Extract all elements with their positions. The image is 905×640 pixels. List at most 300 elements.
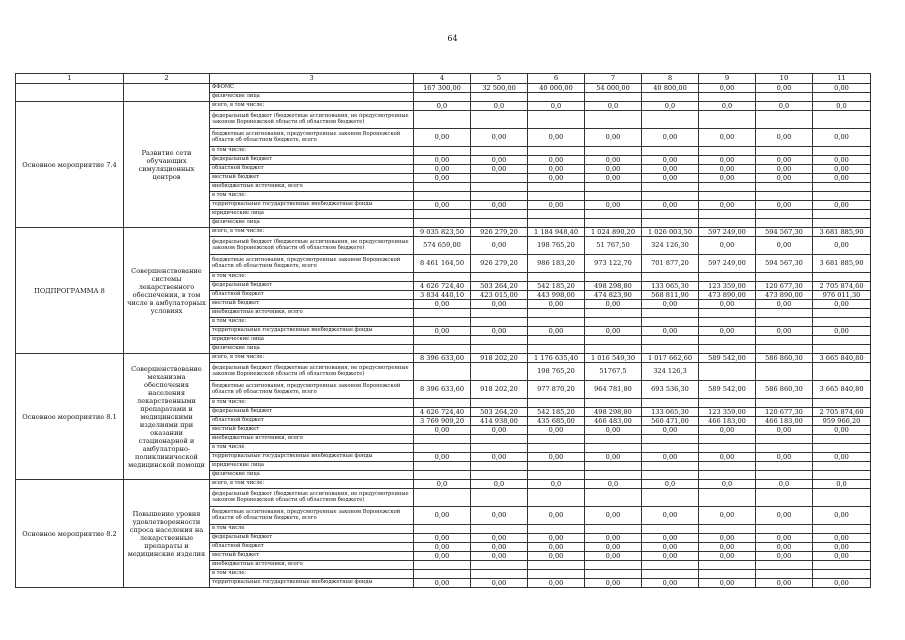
- value-cell: 542 185,20: [528, 408, 585, 417]
- value-cell: [642, 273, 699, 282]
- funding-source-label: юридические лица: [210, 210, 414, 219]
- value-cell: [414, 462, 471, 471]
- value-cell: 0,00: [414, 201, 471, 210]
- value-cell: [699, 525, 756, 534]
- value-cell: [585, 309, 642, 318]
- value-cell: 32 500,00: [471, 84, 528, 93]
- value-cell: [699, 210, 756, 219]
- value-cell: [756, 444, 813, 453]
- value-cell: 926 279,20: [471, 255, 528, 273]
- value-cell: [699, 444, 756, 453]
- value-cell: 1 184 948,40: [528, 228, 585, 237]
- value-cell: 167 300,00: [414, 84, 471, 93]
- value-cell: 9 035 823,50: [414, 228, 471, 237]
- value-cell: 0,0: [699, 102, 756, 111]
- value-cell: [528, 345, 585, 354]
- value-cell: [471, 471, 528, 480]
- value-cell: [528, 210, 585, 219]
- value-cell: 0,0: [756, 102, 813, 111]
- value-cell: 568 811,90: [642, 291, 699, 300]
- value-cell: 0,0: [756, 480, 813, 489]
- value-cell: 0,00: [699, 156, 756, 165]
- value-cell: [585, 444, 642, 453]
- row-group-name: [16, 84, 124, 102]
- value-cell: [699, 462, 756, 471]
- value-cell: 0,00: [528, 300, 585, 309]
- value-cell: 0,00: [813, 300, 871, 309]
- row-group-name: Основное мероприятие 7.4: [16, 102, 124, 228]
- value-cell: [414, 93, 471, 102]
- value-cell: [528, 525, 585, 534]
- value-cell: 198 765,20: [528, 363, 585, 381]
- value-cell: [813, 462, 871, 471]
- value-cell: [528, 336, 585, 345]
- value-cell: 0,00: [471, 300, 528, 309]
- value-cell: 0,00: [756, 300, 813, 309]
- funding-source-label: в том числе:: [210, 192, 414, 201]
- value-cell: [528, 219, 585, 228]
- value-cell: 8 396 633,60: [414, 381, 471, 399]
- value-cell: [585, 471, 642, 480]
- value-cell: 597 249,00: [699, 255, 756, 273]
- row-group-title: Развитие сети обучающих симуляционных центров: [124, 102, 210, 228]
- value-cell: 0,00: [414, 156, 471, 165]
- value-cell: [642, 462, 699, 471]
- value-cell: 0,00: [414, 129, 471, 147]
- value-cell: [642, 561, 699, 570]
- value-cell: 0,00: [414, 174, 471, 183]
- value-cell: 0,00: [471, 579, 528, 588]
- value-cell: [528, 183, 585, 192]
- row-group-title: [124, 84, 210, 102]
- funding-source-label: бюджетные ассигнования, предусмотренные законом Воронежской области об областном бюджете, всего: [210, 381, 414, 399]
- value-cell: [699, 336, 756, 345]
- value-cell: 0,00: [699, 507, 756, 525]
- value-cell: 0,00: [756, 156, 813, 165]
- value-cell: [756, 471, 813, 480]
- funding-source-label: местный бюджет: [210, 174, 414, 183]
- value-cell: [699, 192, 756, 201]
- value-cell: [756, 309, 813, 318]
- funding-source-label: внебюджетные источники, всего: [210, 561, 414, 570]
- value-cell: 198 765,20: [528, 237, 585, 255]
- table-row: [16, 354, 871, 363]
- value-cell: [471, 435, 528, 444]
- value-cell: 0,00: [642, 579, 699, 588]
- column-header: 3: [210, 74, 414, 84]
- column-header: 7: [585, 74, 642, 84]
- value-cell: [471, 210, 528, 219]
- column-header: 6: [528, 74, 585, 84]
- value-cell: 0,00: [813, 174, 871, 183]
- value-cell: [528, 309, 585, 318]
- value-cell: [813, 363, 871, 381]
- value-cell: 0,00: [471, 129, 528, 147]
- value-cell: [585, 435, 642, 444]
- value-cell: [414, 111, 471, 129]
- value-cell: 435 685,00: [528, 417, 585, 426]
- value-cell: 0,00: [528, 543, 585, 552]
- value-cell: 0,0: [528, 480, 585, 489]
- value-cell: 0,00: [528, 174, 585, 183]
- value-cell: 0,0: [585, 102, 642, 111]
- funding-source-label: физические лица: [210, 345, 414, 354]
- value-cell: 0,00: [699, 300, 756, 309]
- value-cell: 0,00: [414, 300, 471, 309]
- value-cell: 40 000,00: [528, 84, 585, 93]
- value-cell: [699, 93, 756, 102]
- funding-source-label: областной бюджет: [210, 291, 414, 300]
- value-cell: [642, 399, 699, 408]
- value-cell: [756, 111, 813, 129]
- value-cell: 1 017 662,60: [642, 354, 699, 363]
- value-cell: [813, 147, 871, 156]
- value-cell: 0,00: [414, 579, 471, 588]
- value-cell: [528, 273, 585, 282]
- value-cell: 0,00: [756, 201, 813, 210]
- column-header: 9: [699, 74, 756, 84]
- value-cell: [642, 471, 699, 480]
- value-cell: 0,00: [471, 543, 528, 552]
- value-cell: 0,0: [414, 102, 471, 111]
- funding-source-label: областной бюджет: [210, 165, 414, 174]
- value-cell: [699, 111, 756, 129]
- value-cell: 973 122,70: [585, 255, 642, 273]
- value-cell: [528, 462, 585, 471]
- value-cell: 0,00: [528, 156, 585, 165]
- value-cell: 560 471,00: [642, 417, 699, 426]
- value-cell: 0,00: [414, 426, 471, 435]
- value-cell: [756, 462, 813, 471]
- value-cell: [642, 147, 699, 156]
- value-cell: 0,00: [813, 129, 871, 147]
- value-cell: 0,00: [642, 552, 699, 561]
- value-cell: [699, 471, 756, 480]
- funding-source-label: территориальные государственные внебюджетные фонды: [210, 327, 414, 336]
- value-cell: 0,00: [528, 552, 585, 561]
- column-header: 1: [16, 74, 124, 84]
- value-cell: [528, 147, 585, 156]
- value-cell: [699, 309, 756, 318]
- value-cell: 0,00: [471, 453, 528, 462]
- value-cell: 0,00: [528, 201, 585, 210]
- value-cell: 0,00: [756, 174, 813, 183]
- value-cell: [756, 399, 813, 408]
- funding-source-label: физические лица: [210, 471, 414, 480]
- value-cell: 589 542,00: [699, 354, 756, 363]
- value-cell: [585, 318, 642, 327]
- value-cell: 0,00: [699, 534, 756, 543]
- value-cell: [642, 570, 699, 579]
- value-cell: [585, 273, 642, 282]
- value-cell: 0,00: [699, 165, 756, 174]
- value-cell: [756, 318, 813, 327]
- value-cell: [642, 183, 699, 192]
- value-cell: 0,00: [471, 552, 528, 561]
- value-cell: 1 026 003,50: [642, 228, 699, 237]
- value-cell: [471, 192, 528, 201]
- value-cell: 8 461 164,50: [414, 255, 471, 273]
- value-cell: [756, 363, 813, 381]
- value-cell: 0,00: [756, 237, 813, 255]
- value-cell: [756, 219, 813, 228]
- value-cell: 0,00: [813, 453, 871, 462]
- value-cell: 594 567,30: [756, 228, 813, 237]
- value-cell: 0,00: [585, 426, 642, 435]
- value-cell: 0,00: [642, 165, 699, 174]
- value-cell: [756, 435, 813, 444]
- value-cell: [642, 210, 699, 219]
- value-cell: 473 890,00: [756, 291, 813, 300]
- value-cell: 0,00: [528, 129, 585, 147]
- value-cell: [528, 561, 585, 570]
- value-cell: 4 626 724,40: [414, 408, 471, 417]
- row-group-title: Повышение уровня удовлетворенности спроса населения на лекарственные препараты и медицинские изделия: [124, 480, 210, 588]
- value-cell: 0,00: [642, 327, 699, 336]
- value-cell: [471, 399, 528, 408]
- funding-source-label: бюджетные ассигнования, предусмотренные законом Воронежской области об областном бюджете, всего: [210, 255, 414, 273]
- value-cell: [471, 336, 528, 345]
- value-cell: [414, 471, 471, 480]
- value-cell: 0,00: [414, 543, 471, 552]
- value-cell: 133 065,30: [642, 282, 699, 291]
- column-header: 11: [813, 74, 871, 84]
- value-cell: 0,00: [756, 129, 813, 147]
- row-group-title: Совершенствование механизма обеспечения населения лекарственными препаратами и медицинскими изделиями при оказании стационарной и амбулаторно-поликлинической медицинской помощи: [124, 354, 210, 480]
- funding-source-label: в том числе:: [210, 273, 414, 282]
- value-cell: [642, 435, 699, 444]
- value-cell: [756, 210, 813, 219]
- value-cell: [813, 111, 871, 129]
- funding-source-label: федеральный бюджет (бюджетные ассигнования, не предусмотренные законом Воронежской области об областном бюджете): [210, 237, 414, 255]
- value-cell: 0,00: [414, 165, 471, 174]
- value-cell: 0,00: [813, 165, 871, 174]
- value-cell: 0,00: [813, 201, 871, 210]
- value-cell: 1 176 635,40: [528, 354, 585, 363]
- table-row: [16, 102, 871, 111]
- value-cell: [642, 111, 699, 129]
- value-cell: 4 626 724,40: [414, 282, 471, 291]
- value-cell: [756, 525, 813, 534]
- value-cell: 0,00: [756, 165, 813, 174]
- value-cell: 0,00: [813, 552, 871, 561]
- value-cell: [813, 561, 871, 570]
- value-cell: 0,00: [471, 327, 528, 336]
- value-cell: 0,00: [642, 156, 699, 165]
- value-cell: [414, 570, 471, 579]
- funding-source-label: территориальные государственные внебюджетные фонды: [210, 579, 414, 588]
- value-cell: 0,00: [585, 534, 642, 543]
- value-cell: 0,00: [699, 237, 756, 255]
- value-cell: 693 536,30: [642, 381, 699, 399]
- value-cell: [471, 570, 528, 579]
- funding-source-label: всего, в том числе:: [210, 102, 414, 111]
- value-cell: 0,00: [699, 552, 756, 561]
- value-cell: 3 834 440,10: [414, 291, 471, 300]
- value-cell: 0,0: [813, 480, 871, 489]
- value-cell: 0,00: [585, 327, 642, 336]
- value-cell: 0,00: [699, 453, 756, 462]
- value-cell: [471, 174, 528, 183]
- value-cell: 0,00: [813, 84, 871, 93]
- value-cell: 0,00: [585, 156, 642, 165]
- value-cell: 0,00: [699, 579, 756, 588]
- value-cell: 0,00: [699, 543, 756, 552]
- value-cell: [699, 219, 756, 228]
- value-cell: [813, 399, 871, 408]
- value-cell: [642, 318, 699, 327]
- value-cell: 0,00: [414, 507, 471, 525]
- value-cell: [585, 561, 642, 570]
- value-cell: [813, 471, 871, 480]
- value-cell: 0,00: [528, 534, 585, 543]
- value-cell: 0,00: [414, 552, 471, 561]
- value-cell: [585, 345, 642, 354]
- funding-source-label: внебюджетные источники, всего: [210, 309, 414, 318]
- value-cell: 324 126,3: [642, 363, 699, 381]
- value-cell: 120 677,30: [756, 282, 813, 291]
- funding-source-label: юридические лица: [210, 336, 414, 345]
- value-cell: [471, 525, 528, 534]
- value-cell: [471, 363, 528, 381]
- value-cell: 0,00: [471, 534, 528, 543]
- value-cell: [528, 489, 585, 507]
- value-cell: 474 823,90: [585, 291, 642, 300]
- funding-source-label: всего, в том числе:: [210, 354, 414, 363]
- value-cell: [585, 210, 642, 219]
- value-cell: [528, 93, 585, 102]
- value-cell: 0,00: [585, 543, 642, 552]
- value-cell: 977 870,20: [528, 381, 585, 399]
- value-cell: [642, 525, 699, 534]
- value-cell: 0,0: [642, 102, 699, 111]
- value-cell: [414, 219, 471, 228]
- funding-source-label: в том числе:: [210, 147, 414, 156]
- value-cell: [642, 309, 699, 318]
- value-cell: [642, 489, 699, 507]
- value-cell: 0,00: [585, 579, 642, 588]
- column-header: 5: [471, 74, 528, 84]
- value-cell: 0,00: [585, 552, 642, 561]
- funding-source-label: федеральный бюджет: [210, 408, 414, 417]
- value-cell: [471, 561, 528, 570]
- funding-source-label: в том числе: [210, 525, 414, 534]
- value-cell: 0,00: [585, 129, 642, 147]
- value-cell: 0,00: [642, 300, 699, 309]
- value-cell: [699, 561, 756, 570]
- value-cell: 0,00: [756, 507, 813, 525]
- value-cell: [414, 561, 471, 570]
- value-cell: 0,00: [471, 507, 528, 525]
- value-cell: [756, 336, 813, 345]
- value-cell: [699, 399, 756, 408]
- value-cell: [414, 273, 471, 282]
- value-cell: [813, 444, 871, 453]
- value-cell: [813, 570, 871, 579]
- value-cell: [414, 147, 471, 156]
- value-cell: [471, 444, 528, 453]
- value-cell: 0,00: [813, 543, 871, 552]
- value-cell: [528, 435, 585, 444]
- value-cell: [642, 219, 699, 228]
- value-cell: [756, 273, 813, 282]
- value-cell: [813, 435, 871, 444]
- value-cell: [414, 444, 471, 453]
- value-cell: [699, 183, 756, 192]
- value-cell: 498 298,80: [585, 408, 642, 417]
- funding-source-label: внебюджетные источники, всего: [210, 183, 414, 192]
- value-cell: [414, 183, 471, 192]
- value-cell: [585, 462, 642, 471]
- value-cell: 8 396 633,60: [414, 354, 471, 363]
- funding-source-label: всего, в том числе:: [210, 480, 414, 489]
- value-cell: 926 279,20: [471, 228, 528, 237]
- value-cell: [471, 219, 528, 228]
- value-cell: 594 567,30: [756, 255, 813, 273]
- funding-source-label: местный бюджет: [210, 300, 414, 309]
- value-cell: 597 249,00: [699, 228, 756, 237]
- value-cell: [414, 489, 471, 507]
- value-cell: [756, 489, 813, 507]
- value-cell: [528, 399, 585, 408]
- value-cell: 51 767,50: [585, 237, 642, 255]
- value-cell: 3 665 840,80: [813, 381, 871, 399]
- value-cell: [813, 318, 871, 327]
- value-cell: 0,00: [414, 453, 471, 462]
- value-cell: [813, 489, 871, 507]
- value-cell: [585, 336, 642, 345]
- value-cell: 0,00: [813, 426, 871, 435]
- value-cell: [585, 570, 642, 579]
- value-cell: [813, 345, 871, 354]
- value-cell: 0,00: [642, 534, 699, 543]
- value-cell: 40 800,00: [642, 84, 699, 93]
- value-cell: [585, 147, 642, 156]
- value-cell: [756, 561, 813, 570]
- value-cell: 0,00: [699, 426, 756, 435]
- funding-source-label: территориальные государственные внебюджетные фонды: [210, 201, 414, 210]
- value-cell: [642, 444, 699, 453]
- value-cell: 0,00: [585, 165, 642, 174]
- funding-source-label: федеральный бюджет (бюджетные ассигнования, не предусмотренные законом Воронежской области об областном бюджете): [210, 489, 414, 507]
- value-cell: 503 264,20: [471, 408, 528, 417]
- value-cell: [528, 111, 585, 129]
- value-cell: [699, 273, 756, 282]
- value-cell: [642, 336, 699, 345]
- page-number: 64: [447, 34, 458, 43]
- value-cell: 414 938,00: [471, 417, 528, 426]
- value-cell: [813, 273, 871, 282]
- value-cell: 0,00: [528, 165, 585, 174]
- value-cell: [528, 318, 585, 327]
- value-cell: 0,00: [642, 453, 699, 462]
- column-header: 10: [756, 74, 813, 84]
- value-cell: 0,0: [642, 480, 699, 489]
- value-cell: 120 677,30: [756, 408, 813, 417]
- value-cell: 0,00: [756, 543, 813, 552]
- funding-source-label: физические лица: [210, 219, 414, 228]
- value-cell: [471, 93, 528, 102]
- column-header: 4: [414, 74, 471, 84]
- value-cell: 0,00: [585, 507, 642, 525]
- value-cell: 0,00: [756, 552, 813, 561]
- value-cell: 0,0: [528, 102, 585, 111]
- funding-source-label: всего, в том числе:: [210, 228, 414, 237]
- value-cell: [471, 345, 528, 354]
- value-cell: [414, 192, 471, 201]
- funding-source-label: местный бюджет: [210, 426, 414, 435]
- value-cell: 0,0: [414, 480, 471, 489]
